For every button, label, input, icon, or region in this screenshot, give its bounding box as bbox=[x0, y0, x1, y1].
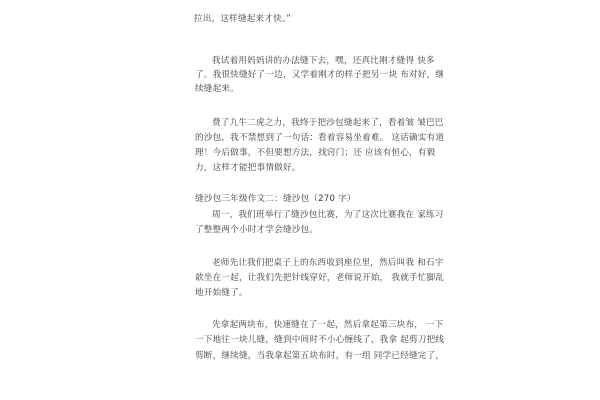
text-line: 了。我很快缝好了一边，又学着刚才的样子把另一块 布对好，继 bbox=[195, 70, 445, 80]
text-line: 续缝起来。 bbox=[195, 84, 239, 94]
text-line: 歆坐在一起，让我们先把针线穿好，老师说开始， 我就手忙脚乱 bbox=[195, 273, 445, 283]
text-line: 地开始缝了。 bbox=[195, 288, 248, 298]
text-line: 一下地往一块儿缝，缝到中间时不小心缠线了，我拿 起剪刀把线 bbox=[195, 335, 445, 345]
text-line: 力，这样才能把事情做好。 bbox=[195, 163, 301, 173]
text-line: 拉出，这样缝起来才快。” bbox=[194, 14, 292, 24]
text-line: 理！今后做事，不但要想方法，找窍门；还 应该有恒心，有毅 bbox=[195, 148, 436, 158]
text-line: 周一，我们班举行了缝沙包比赛，为了这次比赛我在 家练习 bbox=[212, 210, 444, 220]
text-line: 的沙包，我不禁想到了一句话：看着容易坐着难。 这话确实有道 bbox=[195, 133, 445, 143]
text-line: 先拿起两块布，快速缝在了一起，然后拿起第三块布， 一下 bbox=[212, 320, 444, 330]
text-line: 剪断，继续缝，当我拿起第五块布时，有一组 同学已经缝完了， bbox=[195, 351, 445, 361]
text-line: 了整整两个小时才学会缝沙包。 bbox=[195, 225, 319, 235]
section-title: 缝沙包三年级作文二：缝沙包（270 字） bbox=[195, 194, 356, 204]
text-line: 我试着用妈妈讲的办法缝下去，嘿，还真比刚才缝得 快多 bbox=[212, 56, 435, 66]
text-line: 老师先让我们把桌子上的东西收到座位里，然后叫我 和石宇 bbox=[212, 258, 444, 268]
text-line: 费了九牛二虎之力，我终于把沙包缝起来了，看着皱 皱巴巴 bbox=[212, 118, 444, 128]
